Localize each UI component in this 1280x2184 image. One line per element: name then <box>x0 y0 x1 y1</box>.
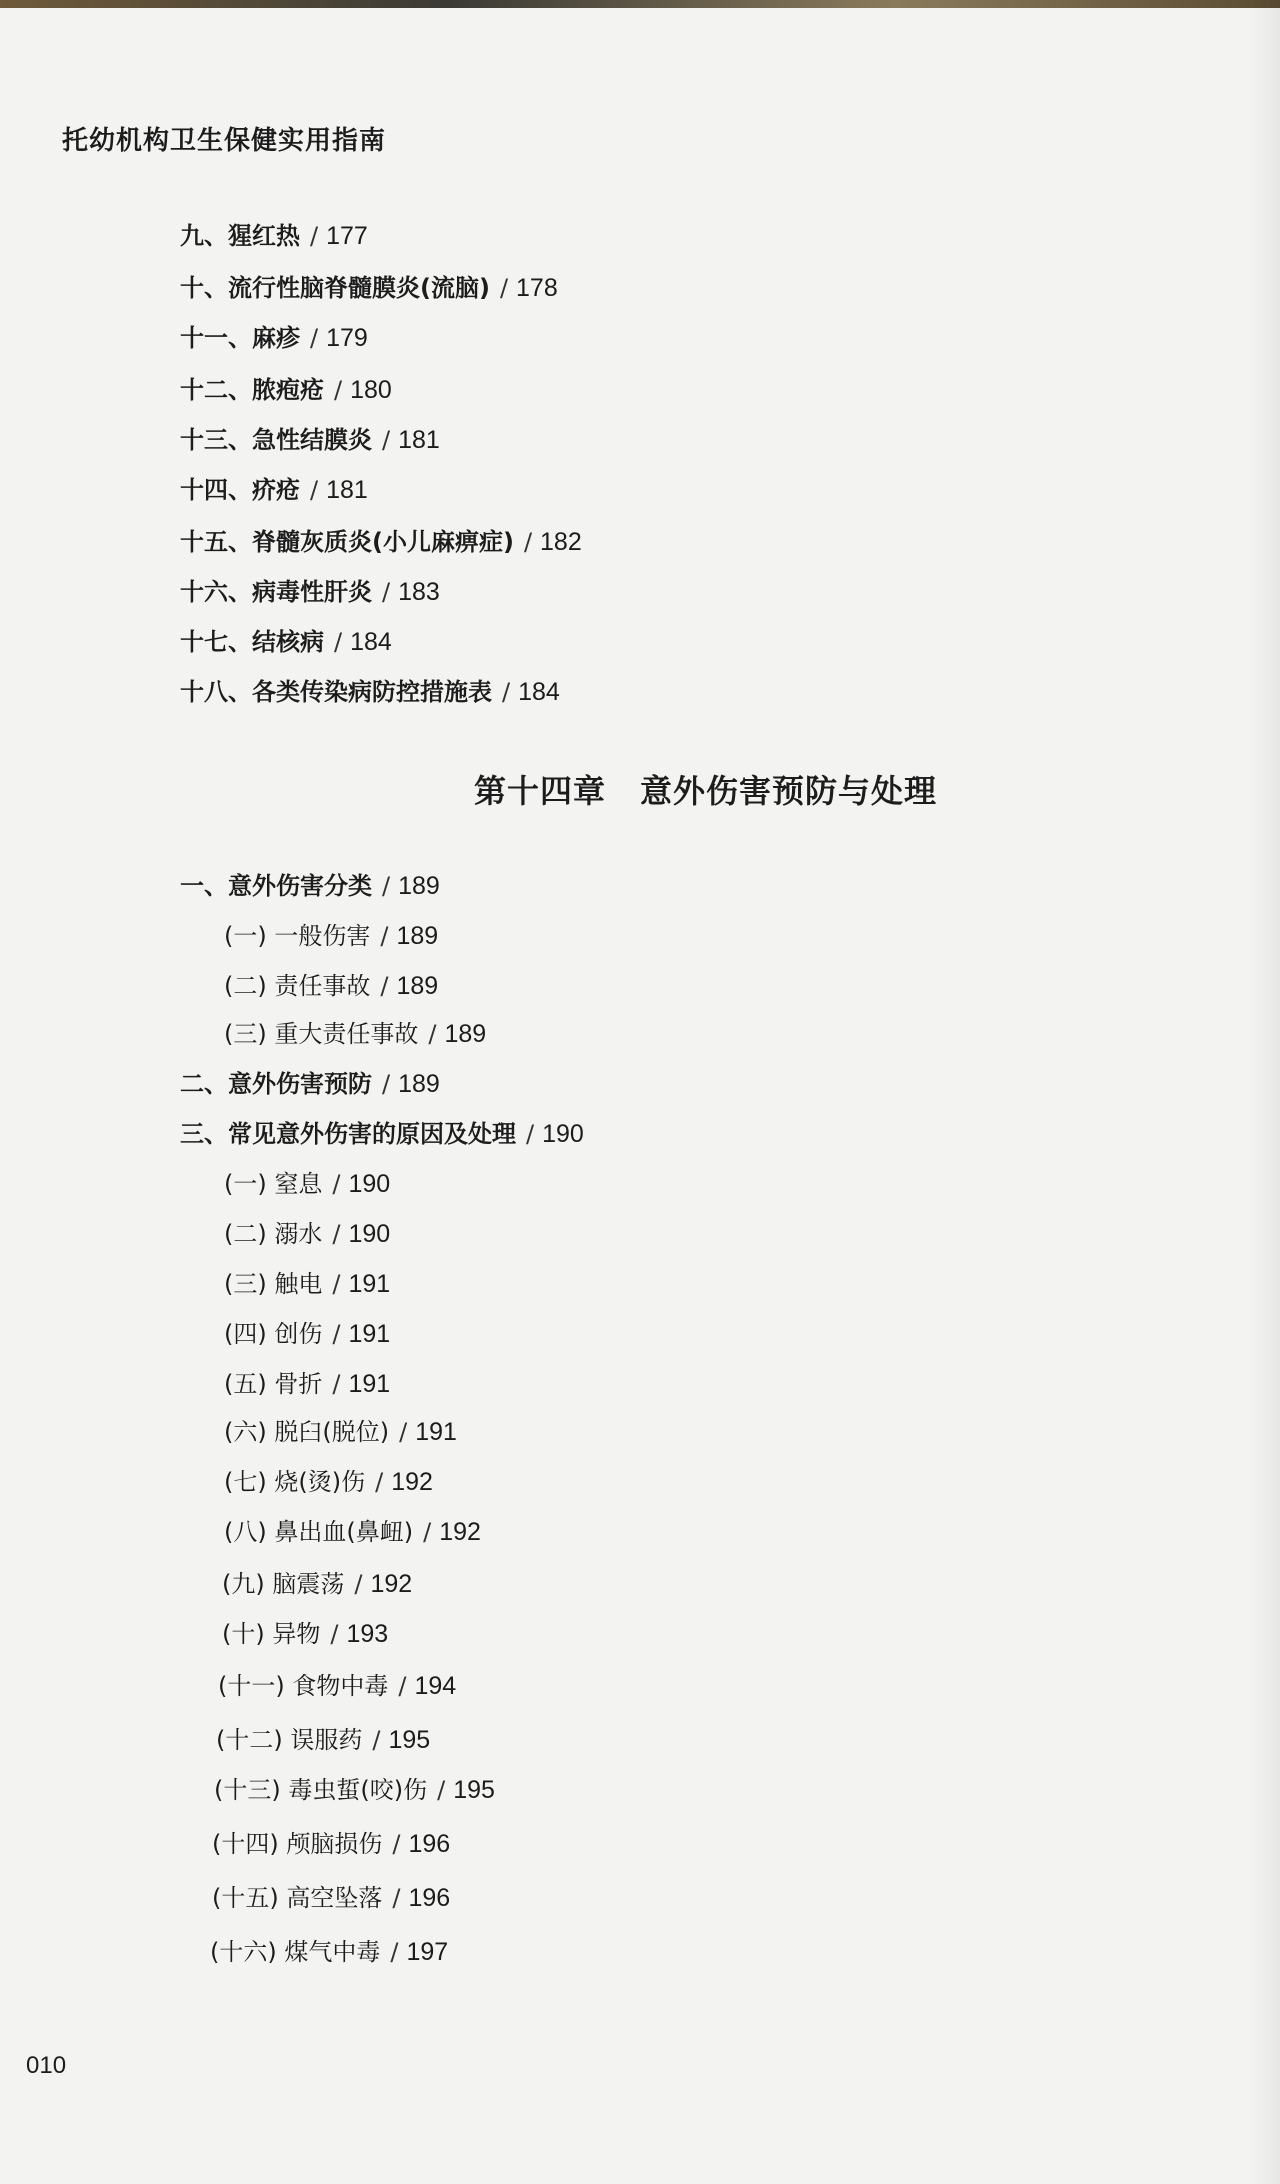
toc-entry-page: 189 <box>396 922 439 950</box>
toc-entry <box>180 530 582 555</box>
toc-entry-page: 190 <box>348 1220 391 1248</box>
toc-entry <box>224 1372 390 1397</box>
toc-entry-label: (七) 烧(烫)伤 <box>224 1468 366 1496</box>
toc-separator: / <box>334 628 343 656</box>
toc-entry <box>180 326 368 351</box>
toc-entry <box>180 680 560 705</box>
toc-entry-page: 183 <box>398 578 440 606</box>
toc-entry-label: (二) 溺水 <box>224 1220 323 1248</box>
toc-entry <box>180 1072 440 1097</box>
toc-separator: / <box>310 476 319 504</box>
toc-separator: / <box>334 376 343 404</box>
toc-entry-label: (十六) 煤气中毒 <box>210 1938 381 1966</box>
toc-entry-label: (六) 脱臼(脱位) <box>224 1418 390 1446</box>
toc-entry-page: 189 <box>444 1020 487 1048</box>
toc-separator: / <box>399 1418 408 1446</box>
toc-entry <box>224 1322 390 1347</box>
toc-entry-label: 二、意外伤害预防 <box>180 1070 372 1098</box>
toc-entry-page: 192 <box>439 1518 481 1546</box>
page-number: 010 <box>26 2052 67 2079</box>
toc-entry-page: 197 <box>406 1938 449 1966</box>
toc-entry <box>224 1222 390 1247</box>
toc-entry-page: 191 <box>415 1418 457 1446</box>
toc-entry-page: 179 <box>326 324 368 352</box>
toc-entry-page: 194 <box>414 1672 457 1700</box>
toc-entry-label: (八) 鼻出血(鼻衄) <box>224 1518 414 1546</box>
toc-entry-label: (三) 触电 <box>224 1270 323 1298</box>
toc-entry <box>180 378 392 403</box>
toc-separator: / <box>502 678 511 706</box>
toc-entry-page: 196 <box>408 1884 451 1912</box>
toc-entry <box>216 1728 430 1753</box>
toc-entry-page: 180 <box>350 376 392 404</box>
toc-entry <box>222 1622 388 1647</box>
chapter-number: 第十四章 <box>474 772 607 810</box>
toc-entry-label: 九、猩红热 <box>180 222 300 250</box>
toc-entry <box>180 630 392 655</box>
toc-entry <box>180 276 558 301</box>
toc-separator: / <box>332 1270 341 1298</box>
toc-entry-page: 182 <box>540 528 582 556</box>
toc-separator: / <box>332 1170 341 1198</box>
toc-separator: / <box>382 872 391 900</box>
toc-entry-label: (十一) 食物中毒 <box>218 1672 389 1700</box>
toc-entry-label: (三) 重大责任事故 <box>224 1020 419 1048</box>
toc-entry <box>214 1778 495 1803</box>
toc-entry-page: 191 <box>348 1370 391 1398</box>
toc-separator: / <box>423 1518 432 1546</box>
toc-entry-label: (九) 脑震荡 <box>222 1570 345 1598</box>
toc-separator: / <box>375 1468 384 1496</box>
toc-entry-page: 184 <box>350 628 392 656</box>
toc-entry <box>224 1272 390 1297</box>
toc-entry-page: 196 <box>408 1830 451 1858</box>
toc-separator: / <box>428 1020 437 1048</box>
toc-separator: / <box>382 426 391 454</box>
toc-entry <box>212 1886 450 1911</box>
toc-separator: / <box>354 1570 363 1598</box>
toc-entry <box>224 1022 486 1047</box>
toc-entry-label: 十六、病毒性肝炎 <box>180 578 372 606</box>
toc-separator: / <box>398 1672 407 1700</box>
toc-entry-page: 192 <box>370 1570 413 1598</box>
toc-entry <box>224 924 438 949</box>
toc-entry <box>180 580 440 605</box>
toc-entry-label: (十) 异物 <box>222 1620 321 1648</box>
toc-entry-page: 192 <box>391 1468 433 1496</box>
toc-separator: / <box>526 1120 535 1148</box>
toc-separator: / <box>380 972 389 1000</box>
toc-entry-label: (一) 窒息 <box>224 1170 323 1198</box>
chapter-name: 意外伤害预防与处理 <box>640 772 938 810</box>
toc-entry-label: 三、常见意外伤害的原因及处理 <box>180 1120 516 1148</box>
toc-entry-page: 184 <box>518 678 560 706</box>
toc-entry-page: 191 <box>348 1270 391 1298</box>
toc-separator: / <box>380 922 389 950</box>
toc-entry-page: 189 <box>398 1070 440 1098</box>
toc-entry-label: (一) 一般伤害 <box>224 922 371 950</box>
toc-entry <box>224 1520 481 1545</box>
running-header: 托幼机构卫生保健实用指南 <box>62 126 387 156</box>
toc-entry-label: 十七、结核病 <box>180 628 324 656</box>
toc-entry <box>212 1832 450 1857</box>
toc-separator: / <box>382 578 391 606</box>
toc-entry-label: 十、流行性脑脊髓膜炎(流脑) <box>180 274 490 302</box>
toc-separator: / <box>437 1776 446 1804</box>
toc-entry-label: 十二、脓疱疮 <box>180 376 324 404</box>
toc-entry-label: 十八、各类传染病防控措施表 <box>180 678 492 706</box>
toc-entry-label: (二) 责任事故 <box>224 972 371 1000</box>
toc-entry-label: 一、意外伤害分类 <box>180 872 372 900</box>
toc-entry-label: (五) 骨折 <box>224 1370 323 1398</box>
toc-entry-page: 195 <box>388 1726 431 1754</box>
toc-separator: / <box>372 1726 381 1754</box>
toc-entry-label: (十二) 误服药 <box>216 1726 363 1754</box>
toc-entry-label: 十一、麻疹 <box>180 324 300 352</box>
toc-separator: / <box>392 1830 401 1858</box>
toc-entry-label: (十四) 颅脑损伤 <box>212 1830 383 1858</box>
toc-entry-label: 十五、脊髓灰质炎(小儿麻痹症) <box>180 528 514 556</box>
toc-separator: / <box>392 1884 401 1912</box>
toc-separator: / <box>523 528 533 556</box>
toc-separator: / <box>382 1070 391 1098</box>
toc-separator: / <box>332 1220 341 1248</box>
toc-entry-page: 189 <box>398 872 440 900</box>
toc-entry <box>180 1122 584 1147</box>
toc-entry <box>218 1674 456 1699</box>
toc-entry <box>224 1420 457 1445</box>
toc-entry-page: 190 <box>542 1120 584 1148</box>
toc-entry <box>180 224 368 249</box>
toc-entry <box>222 1572 412 1597</box>
toc-entry <box>224 974 438 999</box>
toc-entry <box>224 1470 433 1495</box>
toc-entry-label: (十三) 毒虫蜇(咬)伤 <box>214 1776 428 1804</box>
toc-entry <box>180 874 440 899</box>
toc-entry-page: 189 <box>396 972 439 1000</box>
toc-entry-label: 十三、急性结膜炎 <box>180 426 372 454</box>
toc-entry-page: 177 <box>326 222 368 250</box>
toc-separator: / <box>310 324 319 352</box>
toc-entry-page: 195 <box>453 1776 495 1804</box>
toc-entry <box>210 1940 448 1965</box>
toc-separator: / <box>499 274 509 302</box>
toc-entry-page: 191 <box>348 1320 391 1348</box>
toc-entry <box>180 428 440 453</box>
toc-entry-page: 181 <box>326 476 368 504</box>
toc-separator: / <box>332 1370 341 1398</box>
toc-entry <box>180 478 368 503</box>
toc-entry-label: 十四、疥疮 <box>180 476 300 504</box>
toc-entry <box>224 1172 390 1197</box>
toc-separator: / <box>310 222 319 250</box>
toc-entry-page: 178 <box>516 274 558 302</box>
toc-entry-label: (十五) 高空坠落 <box>212 1884 383 1912</box>
toc-separator: / <box>332 1320 341 1348</box>
toc-entry-page: 181 <box>398 426 440 454</box>
toc-entry-page: 190 <box>348 1170 391 1198</box>
toc-entry-label: (四) 创伤 <box>224 1320 323 1348</box>
toc-separator: / <box>330 1620 339 1648</box>
toc-entry-page: 193 <box>346 1620 389 1648</box>
toc-separator: / <box>390 1938 399 1966</box>
